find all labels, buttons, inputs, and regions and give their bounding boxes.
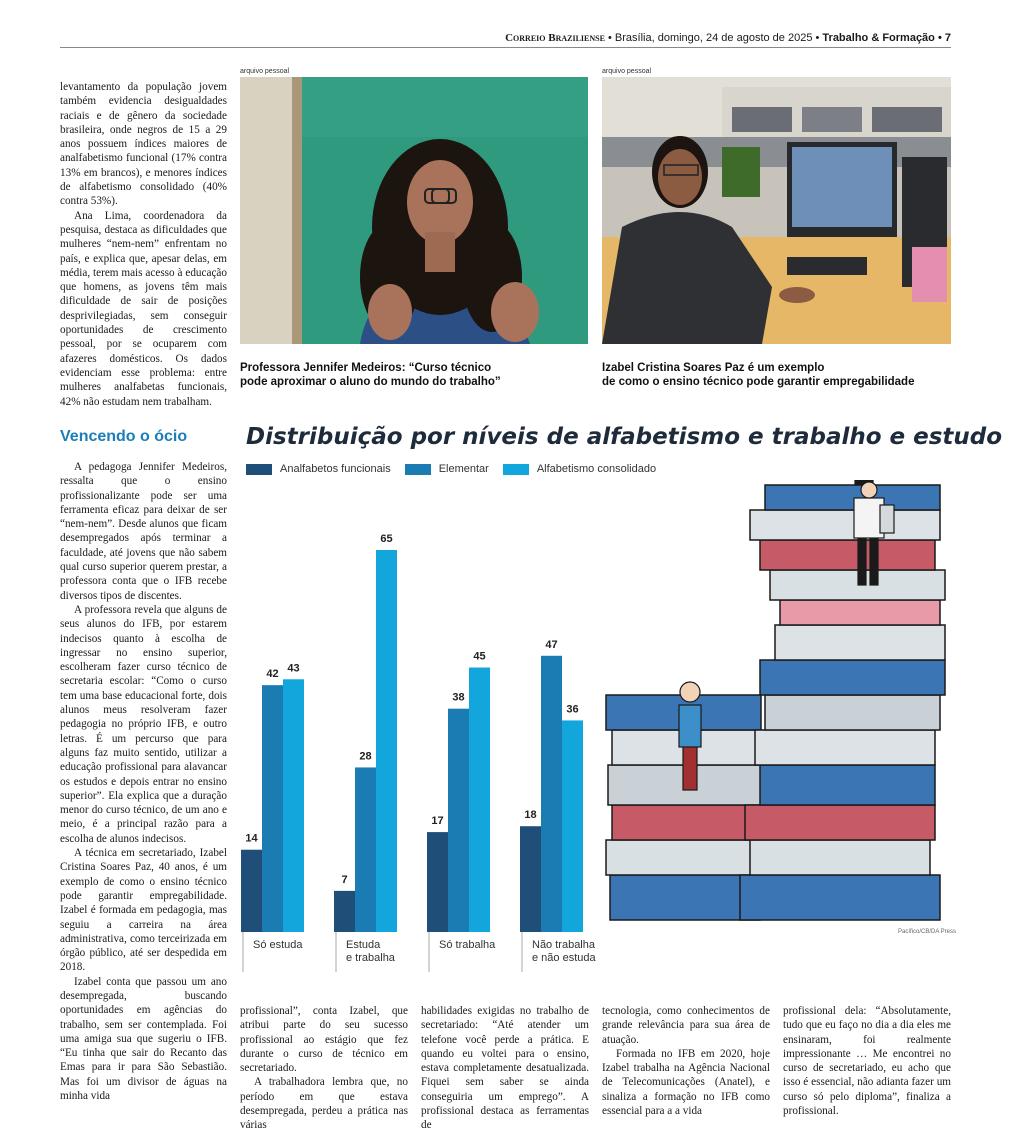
newspaper-brand: Correio Braziliense [505, 32, 605, 44]
category-label: e não estuda [532, 952, 596, 964]
article-column-4 [602, 1004, 770, 1118]
bar-1-0 [334, 891, 355, 932]
legend-label: Elementar [438, 463, 489, 475]
section-name: Trabalho & Formação [822, 32, 935, 44]
legend-item [405, 463, 489, 475]
data-label: 14 [245, 832, 258, 845]
data-label: 65 [380, 533, 393, 545]
illustration-credit: Pacífico/CB/DA Press [898, 929, 957, 935]
photo-jennifer-medeiros [240, 77, 588, 344]
legend-swatch [246, 464, 272, 475]
portrait-image [240, 77, 588, 344]
chart-title: Distribuição por níveis de alfabetismo e trabalho e estudo [246, 424, 1003, 450]
legend-label: Alfabetismo consolidado [536, 463, 657, 475]
legend-swatch [405, 464, 431, 475]
legend-item [503, 463, 656, 475]
bar-chart [236, 480, 596, 980]
photo-credit: arquivo pessoal [240, 68, 290, 75]
article-column-1-mid [60, 460, 227, 1103]
student-figure [840, 480, 900, 590]
office-portrait-image [602, 77, 951, 344]
bar-2-1 [448, 709, 469, 932]
article-column-5 [783, 1004, 951, 1118]
paragraph: profissional dela: “Absolutamente, tudo que eu faço no dia a dia eles me ensinaram, foi realmente impressionante … Me encontrei no curso de secretariado, eu acho que isso é essencial, não adianta fazer um curso só pelo diploma”, finaliza a profissional. [783, 1005, 951, 1118]
data-label: 18 [524, 809, 537, 822]
category-label: Só estuda [253, 939, 303, 951]
bar-2-2 [469, 668, 490, 932]
bar-1-2 [376, 550, 397, 932]
category-label: Só trabalha [439, 939, 496, 951]
page-number: • 7 [934, 32, 951, 44]
bar-0-1 [262, 685, 283, 932]
article-column-1-top [60, 80, 227, 409]
caption-line: Professora Jennifer Medeiros: “Curso técnico [240, 362, 492, 374]
subheading: Vencendo o ócio [60, 428, 188, 445]
page-header [60, 32, 951, 48]
legend-label: Analfabetos funcionais [280, 463, 391, 475]
chart-legend [246, 463, 656, 475]
category-label: e trabalha [346, 952, 395, 964]
paragraph: A professora revela que alguns de seus alunos do IFB, por estarem indecisos quanto à escolha de ingressar no ensino superior, escolheram fazer curso técnico de secretaria escolar: “Como o curso tem uma base educacional forte, dois alunos meus resolveram fazer pedagogia no próprio IFB, e outro letras. É um percurso que para alguns faz muito sentido, utilizar a educação profissional para alavancar os estudos e depois entrar no ensino superior”. Ela explica que a duração menor do curso técnico, de um ano e meio, é a principal razão para a escolha de alunos indecisos. [60, 603, 227, 845]
bar-0-2 [283, 679, 304, 932]
paragraph: Izabel conta que passou um ano desempregada, buscando oportunidades em agências do trabalho, sem ser contemplada. Foi uma amiga sua que sugeriu o IFB. “Eu tinha que sair do Recanto das Emas para ir para São Sebastião. Mas foi um divisor de águas na minha vida [60, 975, 227, 1103]
photo-credit: arquivo pessoal [602, 68, 652, 75]
data-label: 17 [431, 815, 444, 828]
caption-line: Izabel Cristina Soares Paz é um exemplo [602, 362, 825, 374]
paragraph: tecnologia, como conhecimentos de grande relevância para sua área de atuação. [602, 1005, 770, 1046]
category-label: Estuda [346, 939, 381, 951]
paragraph: A pedagoga Jennifer Medeiros, ressalta que o ensino profissionalizante pode ser uma ferramenta eficaz para deixar de ser “nem-nem”. Desde alunos que ficam desempregados após terminar a faculdade, até jovens que não sabem qual curso superior querem prestar, a professora conta que o IFB recebe diversos tipos de discentes. [60, 461, 227, 602]
paragraph: A trabalhadora lembra que, no período em que estava desempregada, perdeu a prática nas várias [240, 1076, 408, 1132]
paragraph: levantamento da população jovem também evidencia desigualdades raciais e de gênero da sociedade brasileira, onde negros de 15 a 29 anos possuem índices maiores de analfabetismo funcional (17% contra 13% em brancos), e menores índices de alfabetismo consolidado (40% contra 53%). [60, 81, 227, 208]
article-column-3 [421, 1004, 589, 1133]
data-label: 42 [266, 668, 279, 681]
paragraph: A técnica em secretariado, Izabel Cristina Soares Paz, 40 anos, é um exemplo de como o ensino técnico pode garantir empregabilidade. Izabel é formada em pedagogia, mas seguiu a carreira na área administrativa, como terceirizada em órgão público, até ser despedida em 2018. [60, 847, 227, 974]
paragraph: Ana Lima, coordenadora da pesquisa, destaca as dificuldades que mulheres “nem-nem” enfrentam no país, e explica que, apesar delas, em média, terem mais acesso à educação que homens, as jovens têm mais dificuldade de sair de posições desprivilegiadas, sem conseguir oportunidades de crescimento pessoal, por se ocuparem com afazeres domésticos. Os dados evidenciam esse problema: entre mulheres analfabetas funcionais, 42% não estudam nem trabalham. [60, 209, 227, 408]
caption-line: de como o ensino técnico pode garantir empregabilidade [602, 376, 915, 388]
data-label: 38 [452, 691, 465, 704]
books-illustration [600, 480, 960, 935]
data-label: 45 [473, 650, 486, 663]
photo-caption-2 [602, 361, 962, 389]
bar-1-1 [355, 767, 376, 932]
data-label: 36 [566, 703, 579, 716]
paragraph: profissional”, conta Izabel, que atribui parte do seu sucesso profissional ao estágio que fez durante o curso de técnico em secretariado. [240, 1005, 408, 1075]
bar-0-0 [241, 850, 262, 932]
data-label: 47 [545, 638, 558, 651]
bar-2-0 [427, 832, 448, 932]
photo-izabel-cristina [602, 77, 951, 344]
category-label: Não trabalha [532, 939, 595, 951]
data-label: 28 [359, 750, 372, 763]
photo-caption-1 [240, 361, 590, 389]
paragraph: habilidades exigidas no trabalho de secretariado: “Até atender um telefone você perde a prática. E quando eu voltei para o ensino, estava completamente desatualizada. Fiquei sem saber se ainda conseguiria um emprego”. A profissional destaca as ferramentas de [421, 1005, 589, 1132]
caption-line: pode aproximar o aluno do mundo do trabalho” [240, 376, 501, 388]
paragraph: Formada no IFB em 2020, hoje Izabel trabalha na Agência Nacional de Telecomunicações (Anatel), e sinaliza a formação no IFB como essencial para a a vida [602, 1047, 770, 1118]
legend-item [246, 463, 391, 475]
bar-3-0 [520, 826, 541, 932]
bar-3-1 [541, 656, 562, 932]
data-label: 43 [287, 662, 300, 675]
bar-3-2 [562, 720, 583, 932]
dateline: • Brasília, domingo, 24 de agosto de 2025 • [604, 32, 823, 44]
data-label: 7 [341, 873, 348, 886]
legend-swatch [503, 464, 529, 475]
article-column-2 [240, 1004, 408, 1133]
